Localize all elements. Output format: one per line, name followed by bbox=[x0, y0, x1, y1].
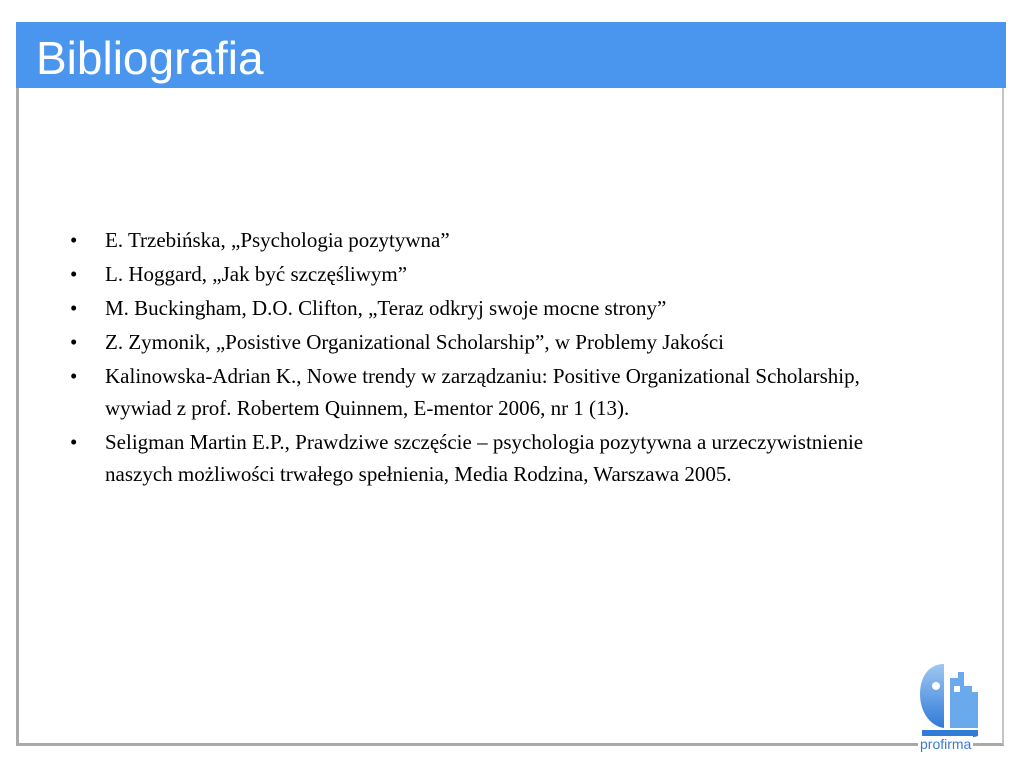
bibliography-item-text: Z. Zymonik, „Posistive Organizational Scholarship”, w Problemy Jakości bbox=[105, 330, 725, 354]
bibliography-item bbox=[70, 326, 910, 358]
profirma-logo-text: profirma bbox=[920, 736, 972, 752]
bibliography-item bbox=[70, 224, 910, 256]
bibliography-item-text: L. Hoggard, „Jak być szczęśliwym” bbox=[105, 262, 408, 286]
bibliography-item-text: Seligman Martin E.P., Prawdziwe szczęście – psychologia pozytywna a urzeczywistnienie naszych możliwości trwałego spełnienia, Media Rodzina, Warszawa 2005. bbox=[105, 430, 864, 486]
bibliography-item bbox=[70, 360, 910, 424]
bullet: • bbox=[70, 364, 78, 388]
bibliography-item-text: E. Trzebińska, „Psychologia pozytywna” bbox=[105, 228, 450, 252]
bullet: • bbox=[70, 228, 78, 252]
bibliography-list bbox=[70, 224, 910, 492]
bibliography-item bbox=[70, 292, 910, 324]
bullet: • bbox=[70, 330, 78, 354]
bibliography-item bbox=[70, 426, 910, 490]
bullet: • bbox=[70, 430, 78, 454]
bibliography-item-text: Kalinowska-Adrian K., Nowe trendy w zarządzaniu: Positive Organizational Scholarship, wywiad z prof. Robertem Quinnem, E-mentor 2006, nr 1 (13). bbox=[105, 364, 860, 420]
slide-title: Bibliografia bbox=[36, 32, 264, 84]
bibliography-item-text: M. Buckingham, D.O. Clifton, „Teraz odkryj swoje mocne strony” bbox=[105, 296, 667, 320]
bullet: • bbox=[70, 296, 78, 320]
bullet: • bbox=[70, 262, 78, 286]
bibliography-item bbox=[70, 258, 910, 290]
